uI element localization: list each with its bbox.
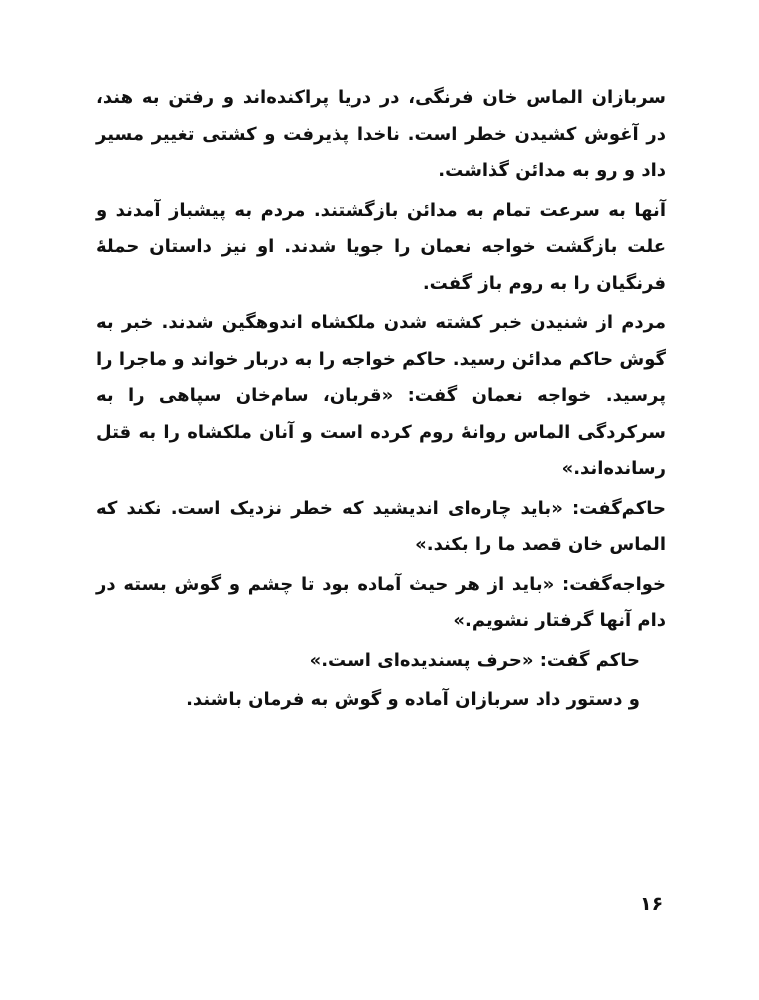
paragraph: حاکم گفت: «حرف پسندیده‌ای است.» — [309, 649, 640, 671]
body-text — [96, 80, 666, 722]
paragraph: خواجه‌گفت: «باید از هر حیث آماده بود تا چشم و گوش بسته در دام آنها گرفتار نشویم.» — [96, 573, 666, 631]
page-number: ۱۶ — [640, 893, 664, 915]
paragraph: سربازان الماس خان فرنگی، در دریا پراکنده‌اند و رفتن به هند، در آغوش کشیدن خطر است. ناخدا پذیرفت و کشتی تغییر مسیر داد و رو به مدائن گذاشت. — [96, 87, 666, 181]
paragraph: حاکم‌گفت: «باید چاره‌ای اندیشید که خطر نزدیک است. نکند که الماس خان قصد ما را بکند.» — [96, 497, 666, 555]
paragraph: مردم از شنیدن خبر کشته شدن ملکشاه اندوهگین شدند. خبر به گوش حاکم مدائن رسید. حاکم خواجه را به دربار خواند و ماجرا را پرسید. خواجه نعمان گفت: «قربان، سام‌خان سپاهی را به سرکردگی الماس روانهٔ روم کرده است و آنان ملکشاه را به قتل رسانده‌اند.» — [96, 312, 666, 479]
paragraph: و دستور داد سربازان آماده و گوش به فرمان باشند. — [186, 689, 640, 710]
paragraph: آنها به سرعت تمام به مدائن بازگشتند. مردم به پیشباز آمدند و علت بازگشت خواجه نعمان را جویا شدند. او نیز داستان حملهٔ فرنگیان را به روم باز گفت. — [96, 199, 666, 294]
